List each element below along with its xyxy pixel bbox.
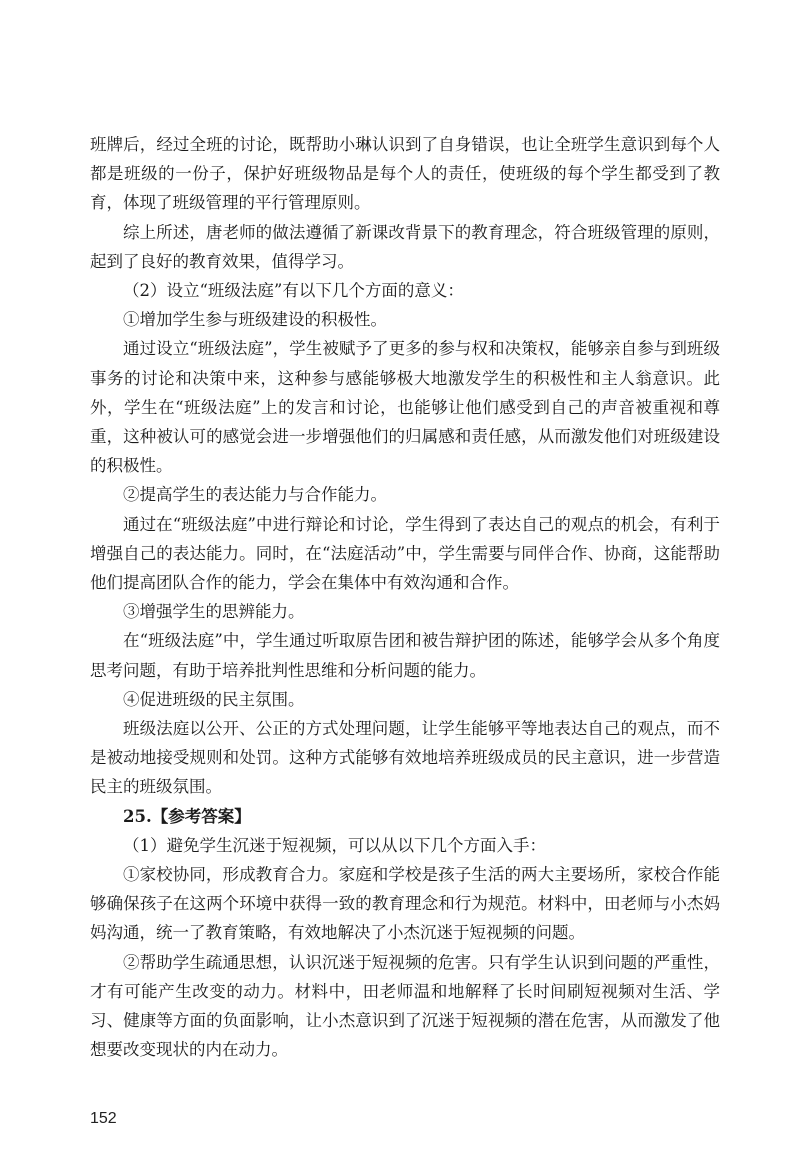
answer-25-part-1-heading: （1）避免学生沉迷于短视频，可以从以下几个方面入手：: [123, 835, 546, 855]
paragraph-summary: 综上所述，唐老师的做法遵循了新课改背景下的教育理念，符合班级管理的原则，起到了良好的教育效果，值得学习。: [90, 222, 720, 271]
point-2-heading: ②提高学生的表达能力与合作能力。: [123, 485, 387, 505]
point-3-heading: ③增强学生的思辨能力。: [123, 602, 305, 622]
point-4-body: 班级法庭以公开、公正的方式处理问题，让学生能够平等地表达自己的观点，而不是被动地接受规则和处罚。这种方式能够有效地培养班级成员的民主意识，进一步营造民主的班级氛围。: [90, 719, 720, 797]
question-2-heading: （2）设立“班级法庭”有以下几个方面的意义：: [123, 281, 464, 301]
page-number: 152: [90, 1110, 117, 1127]
point-1-body: 通过设立“班级法庭”，学生被赋予了更多的参与权和决策权，能够亲自参与到班级事务的讨论和决策中来，这种参与感能够极大地激发学生的积极性和主人翁意识。此外，学生在“班级法庭”上的发言和讨论，也能够让他们感受到自己的声音被重视和尊重，这种被认可的感觉会进一步增强他们的归属感和责任感，从而激发他们对班级建设的积极性。: [90, 339, 720, 476]
paragraph-continuation: 班牌后，经过全班的讨论，既帮助小琳认识到了自身错误，也让全班学生意识到每个人都是班级的一份子，保护好班级物品是每个人的责任，使班级的每个学生都受到了教育，体现了班级管理的平行管理原则。: [90, 135, 720, 213]
page-body: [90, 130, 720, 1065]
answer-25-point-2: ②帮助学生疏通思想，认识沉迷于短视频的危害。只有学生认识到问题的严重性，才有可能产生改变的动力。材料中，田老师温和地解释了长时间刷短视频对生活、学习、健康等方面的负面影响，让小杰意识到了沉迷于短视频的潜在危害，从而激发了他想要改变现状的内在动力。: [90, 952, 720, 1060]
answer-25-heading: 25.【参考答案】: [123, 806, 251, 826]
point-3-body: 在“班级法庭”中，学生通过听取原告团和被告辩护团的陈述，能够学会从多个角度思考问题，有助于培养批判性思维和分析问题的能力。: [90, 631, 720, 680]
point-1-heading: ①增加学生参与班级建设的积极性。: [123, 310, 387, 330]
answer-25-point-1: ①家校协同，形成教育合力。家庭和学校是孩子生活的两大主要场所，家校合作能够确保孩子在这两个环境中获得一致的教育理念和行为规范。材料中，田老师与小杰妈妈沟通，统一了教育策略，有效地解决了小杰沉迷于短视频的问题。: [90, 865, 720, 943]
point-4-heading: ④促进班级的民主氛围。: [123, 689, 305, 709]
point-2-body: 通过在“班级法庭”中进行辩论和讨论，学生得到了表达自己的观点的机会，有利于增强自己的表达能力。同时，在“法庭活动”中，学生需要与同伴合作、协商，这能帮助他们提高团队合作的能力，学会在集体中有效沟通和合作。: [90, 514, 720, 593]
